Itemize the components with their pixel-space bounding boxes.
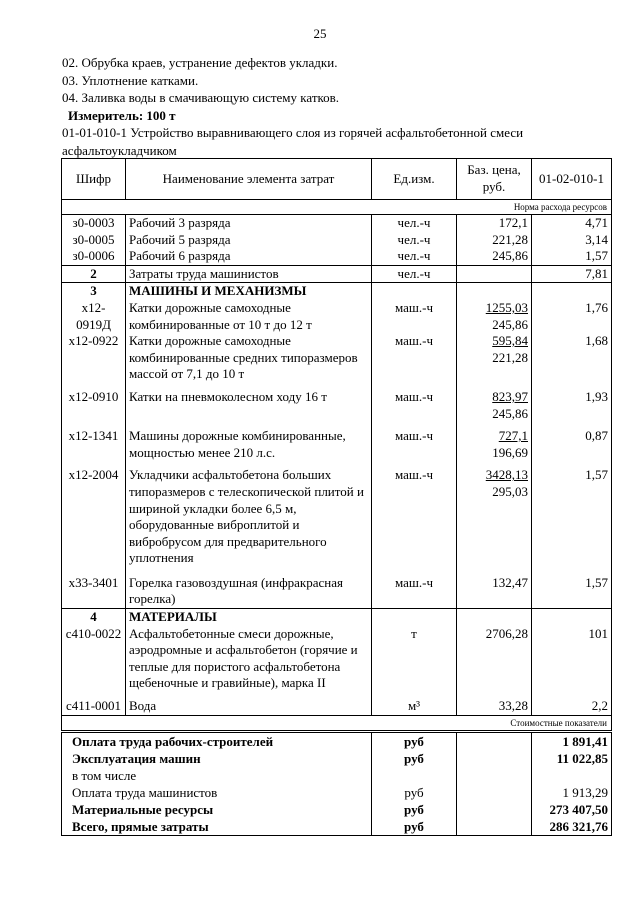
row-name: Рабочий 6 разряда — [126, 248, 372, 265]
table-row — [62, 567, 612, 609]
intro-block — [62, 54, 582, 159]
summary-label: Всего, прямые затраты — [62, 818, 372, 836]
row-name: Рабочий 3 разряда — [126, 215, 372, 232]
row-code: х12-1341 — [62, 422, 126, 461]
summary-value: 1 913,29 — [532, 784, 612, 801]
section-header-machines — [62, 283, 612, 300]
section-code: 3 — [62, 283, 126, 300]
row-price — [457, 422, 532, 461]
cost-caption: Стоимостные показатели — [62, 715, 612, 731]
summary-value — [532, 767, 612, 784]
row-unit: чел.-ч — [372, 232, 457, 249]
row-name: Горелка газовоздушная (инфракрасная горелка) — [126, 567, 372, 609]
resource-table — [61, 158, 612, 836]
summary-value: 286 321,76 — [532, 818, 612, 836]
row-norm: 0,87 — [532, 422, 612, 461]
price-main: 823,97 — [492, 388, 528, 404]
row-name: Катки на пневмоколесном ходу 16 т — [126, 383, 372, 422]
intro-line-3: 04. Заливка воды в смачивающую систему катков. — [62, 90, 340, 105]
summary-row — [62, 767, 612, 784]
machinist-code: 2 — [62, 265, 126, 283]
summary-value: 1 891,41 — [532, 731, 612, 750]
price-main: 595,84 — [492, 333, 528, 349]
table-row — [62, 626, 612, 692]
row-norm: 1,76 — [532, 300, 612, 333]
section-header-materials — [62, 609, 612, 626]
summary-label: Оплата труда машинистов — [62, 784, 372, 801]
header-unit: Ед.изм. — [372, 159, 457, 200]
row-unit: маш.-ч — [372, 567, 457, 609]
summary-unit: руб — [372, 818, 457, 836]
table-header-row — [62, 159, 612, 200]
row-code: х12-0910 — [62, 383, 126, 422]
summary-unit: руб — [372, 784, 457, 801]
row-name: Вода — [126, 692, 372, 715]
row-name: Укладчики асфальтобетона больших типоразмеров с телескопической плитой и шириной укладки более 6,5 м, оборудованные виброплитой и вибробрусом для предварительного уплотнения — [126, 461, 372, 567]
row-code: х12-2004 — [62, 461, 126, 567]
summary-unit — [372, 767, 457, 784]
table-row — [62, 422, 612, 461]
row-name: Катки дорожные самоходные комбинированные средних типоразмеров массой от 7,1 до 10 т — [126, 333, 372, 383]
price-wage: 221,28 — [492, 349, 528, 365]
row-code: с411-0001 — [62, 692, 126, 715]
section-code: 4 — [62, 609, 126, 626]
price-main: 3428,13 — [485, 467, 528, 483]
row-code: з0-0005 — [62, 232, 126, 249]
row-name: Машины дорожные комбинированные, мощностью менее 210 л.с. — [126, 422, 372, 461]
summary-label: Эксплуатация машин — [62, 750, 372, 767]
table-row — [62, 215, 612, 232]
row-unit: маш.-ч — [372, 461, 457, 567]
summary-label: Материальные ресурсы — [62, 801, 372, 818]
row-price: 172,1 — [457, 215, 532, 232]
intro-line-1: 02. Обрубка краев, устранение дефектов укладки. — [62, 55, 338, 70]
table-row — [62, 383, 612, 422]
row-norm: 1,57 — [532, 248, 612, 265]
row-unit: маш.-ч — [372, 333, 457, 383]
header-price: Баз. цена, руб. — [457, 159, 532, 200]
header-code: Шифр — [62, 159, 126, 200]
row-code: з0-0006 — [62, 248, 126, 265]
section-title: МАТЕРИАЛЫ — [126, 609, 372, 626]
table-row — [62, 232, 612, 249]
row-price — [457, 461, 532, 567]
table-row — [62, 300, 612, 333]
row-unit: м³ — [372, 692, 457, 715]
row-unit: чел.-ч — [372, 215, 457, 232]
row-name: Катки дорожные самоходные комбинированные от 10 т до 12 т — [126, 300, 372, 333]
price-wage: 245,86 — [492, 316, 528, 332]
row-price — [457, 300, 532, 333]
row-code: х33-3401 — [62, 567, 126, 609]
norm-caption-row — [62, 200, 612, 215]
cost-caption-row — [62, 715, 612, 731]
header-name: Наименование элемента затрат — [126, 159, 372, 200]
row-price: 2706,28 — [457, 626, 532, 692]
norm-caption: Норма расхода ресурсов — [62, 200, 612, 215]
summary-row — [62, 784, 612, 801]
table-row — [62, 692, 612, 715]
price-wage: 196,69 — [492, 444, 528, 460]
row-price — [457, 383, 532, 422]
price-main: 1255,03 — [485, 299, 528, 315]
page-number: 25 — [313, 26, 327, 41]
row-norm: 4,71 — [532, 215, 612, 232]
header-norm: 01-02-010-1 — [532, 159, 612, 200]
row-name: Асфальтобетонные смеси дорожные, аэродромные и асфальтобетон (горячие и теплые для пористого асфальтобетона щебеночные и гравийные), марка II — [126, 626, 372, 692]
summary-row — [62, 801, 612, 818]
summary-label: Оплата труда рабочих-строителей — [62, 731, 372, 750]
section-title: МАШИНЫ И МЕХАНИЗМЫ — [126, 283, 372, 300]
price-main: 727,1 — [498, 428, 528, 444]
machinist-row — [62, 265, 612, 283]
row-code: х12-0919Д — [62, 300, 126, 333]
intro-line-2: 03. Уплотнение катками. — [62, 72, 199, 88]
row-code: с410-0022 — [62, 626, 126, 692]
row-unit: маш.-ч — [372, 422, 457, 461]
row-unit: чел.-ч — [372, 248, 457, 265]
row-norm: 1,68 — [532, 333, 612, 383]
table-row — [62, 461, 612, 567]
row-price: 33,28 — [457, 692, 532, 715]
table-row — [62, 333, 612, 383]
row-name: Рабочий 5 разряда — [126, 232, 372, 249]
machinist-unit: чел.-ч — [372, 265, 457, 283]
row-norm: 1,57 — [532, 567, 612, 609]
row-norm: 1,93 — [532, 383, 612, 422]
summary-row — [62, 731, 612, 750]
row-code: з0-0003 — [62, 215, 126, 232]
row-norm: 2,2 — [532, 692, 612, 715]
row-code: х12-0922 — [62, 333, 126, 383]
summary-label: в том числе — [62, 767, 372, 784]
summary-value: 273 407,50 — [532, 801, 612, 818]
summary-unit: руб — [372, 750, 457, 767]
row-price: 132,47 — [457, 567, 532, 609]
machinist-norm: 7,81 — [532, 265, 612, 283]
row-norm: 3,14 — [532, 232, 612, 249]
row-price: 221,28 — [457, 232, 532, 249]
row-unit: маш.-ч — [372, 300, 457, 333]
measure-unit: Измеритель: 100 т — [68, 107, 176, 123]
summary-value: 11 022,85 — [532, 750, 612, 767]
machinist-name: Затраты труда машинистов — [126, 265, 372, 283]
row-unit: т — [372, 626, 457, 692]
row-price: 245,86 — [457, 248, 532, 265]
summary-unit: руб — [372, 801, 457, 818]
norm-title: 01-01-010-1 Устройство выравнивающего слоя из горячей асфальтобетонной смеси асфальтоукладчиком — [62, 125, 524, 158]
row-norm: 101 — [532, 626, 612, 692]
row-norm: 1,57 — [532, 461, 612, 567]
row-unit: маш.-ч — [372, 383, 457, 422]
row-price — [457, 333, 532, 383]
price-wage: 295,03 — [492, 483, 528, 499]
summary-row — [62, 818, 612, 836]
price-wage: 245,86 — [492, 405, 528, 421]
table-row — [62, 248, 612, 265]
summary-row — [62, 750, 612, 767]
summary-unit: руб — [372, 731, 457, 750]
